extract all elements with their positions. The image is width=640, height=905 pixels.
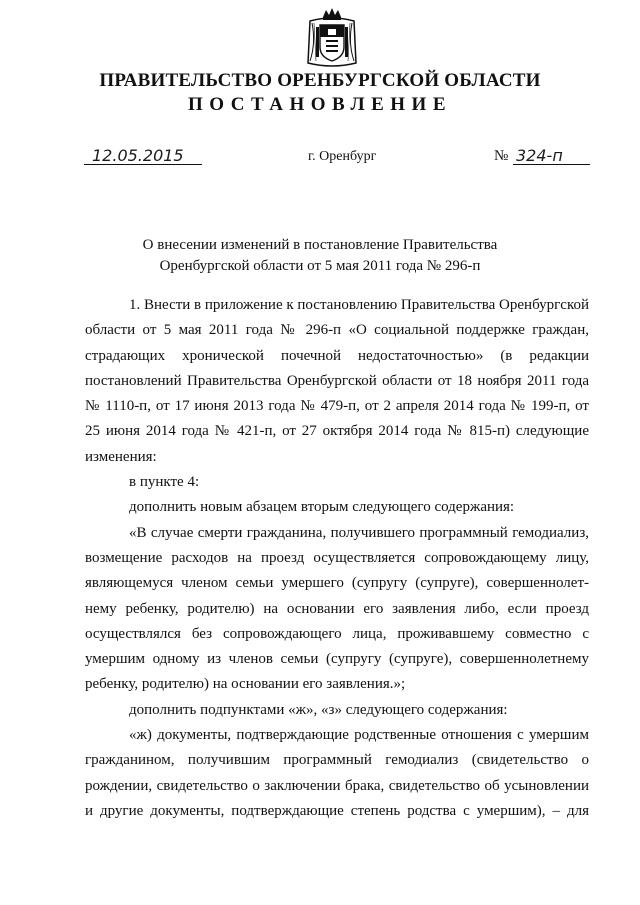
body-line: осуществлялся без сопровождающего лица, проживавшему совместно с: [85, 625, 589, 642]
body-line: постановлений Правительства Оренбургской области от 18 ноября 2011 года: [85, 372, 589, 389]
body-line: рождении, свидетельство о заключении брака, свидетельство об усыновлении: [85, 777, 589, 794]
organization-title: ПРАВИТЕЛЬСТВО ОРЕНБУРГСКОЙ ОБЛАСТИ: [99, 70, 541, 91]
body-line: дополнить подпунктами «ж», «з» следующего содержания:: [129, 701, 508, 718]
city: г. Оренбург: [308, 149, 377, 164]
document-date-field: [84, 145, 202, 167]
body-line: 25 июня 2014 года № 421-п, от 27 октября 2014 года № 815-п) следующие: [85, 423, 589, 440]
body-line: ребенку, родителю) на основании его заявления.»;: [85, 676, 406, 693]
body-line: изменения:: [85, 448, 157, 465]
body-line: «ж) документы, подтверждающие родственные отношения с умершим: [129, 727, 589, 744]
document-number-field: [494, 145, 590, 167]
body-line: и другие документы, подтверждающие степень родства с умершим), – для: [85, 802, 589, 819]
body-line: «В случае смерти гражданина, получившего программный гемодиализ,: [129, 524, 589, 541]
document-title: [0, 235, 640, 277]
body-line: № 1110-п, от 17 июня 2013 года № 479-п, от 2 апреля 2014 года № 199-п, от: [85, 398, 589, 415]
body-line: умершим одному из членов семьи (супругу (супруге), совершеннолетнему: [85, 651, 589, 668]
body-line: 1. Внести в приложение к постановлению Правительства Оренбургской: [129, 297, 589, 313]
body-line: возмещение расходов на проезд осуществляется сопровождающему лицу,: [85, 549, 589, 566]
body-line: нему ребенку, родителю) на основании его заявления либо, если проезд: [85, 600, 589, 617]
body-line: области от 5 мая 2011 года № 296-п «О социальной поддержке граждан,: [85, 322, 589, 339]
body-line: гражданином, получившим программный гемодиализ (свидетельство о: [85, 752, 589, 769]
title-line: Оренбургской области от 5 мая 2011 года № 296-п: [159, 258, 481, 274]
number-underline: [513, 164, 590, 165]
body-line: страдающих хронической почечной недостаточностью» (в редакции: [85, 347, 589, 364]
document-number: 324-п: [516, 146, 563, 165]
document-type: ПОСТАНОВЛЕНИЕ: [187, 94, 453, 115]
body-line: в пункте 4:: [129, 474, 200, 491]
date-underline: [84, 164, 202, 165]
document-body: [85, 293, 589, 824]
title-line: О внесении изменений в постановление Правительства: [142, 237, 498, 253]
body-line: дополнить новым абзацем вторым следующего содержания:: [129, 499, 515, 516]
body-line: являющемуся членом семьи умершего (супругу (супруге), совершеннолет-: [85, 575, 589, 592]
coat-of-arms-icon: [304, 7, 360, 69]
document-date: 12.05.2015: [92, 146, 184, 165]
number-label: №: [494, 148, 509, 164]
